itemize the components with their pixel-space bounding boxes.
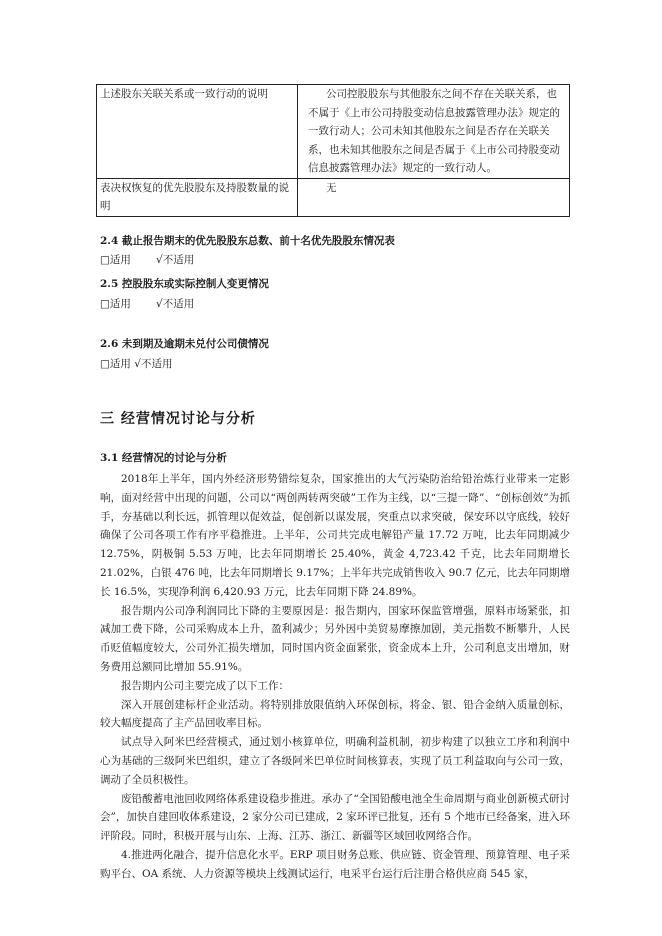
- option-applicable: □适用: [100, 254, 131, 266]
- section-2-6-options: □适用 √不适用: [100, 358, 173, 370]
- option-not-applicable: √不适用: [156, 254, 195, 266]
- body-paragraph: 2018年上半年，国内外经济形势错综复杂，国家推出的大气污染防治给铅治炼行业带来一定影响，面对经营中出现的问题，公司以“两创两转两突破”工作为主线，以“三提一降”、“创标创效”为抓手，夯基础以利长远，抓管理以促效益，促创新以谋发展，突重点以求突破，保安环以守底线，较好确保了公司各项工作有序平稳推进。上半年，公司共完成电解铅产量 17.72 万吨，比去年同期减少 12.75%，阴极铜 5.53 万吨，比去年同期增长 25.40%，黄金 4,723.42 千克，比去年同期增长 21.02%，白银 476 吨，比去年同期增长 9.17%；上半年共完成销售收入 90.7 亿元，比去年同期增长 16.5%，实现净利润 6,420.93 万元，比去年同期下降 24.89%。: [100, 473, 570, 598]
- body-paragraph: 4.推进两化融合，提升信息化水平。ERP 项目财务总账、供应链、资金管理、预算管理、电子采购平台、OA 系统、人力资源等模块上线测试运行，电采平台运行后注册合格供应商 545 家，: [100, 848, 570, 880]
- table-cell-value: 无: [298, 178, 570, 216]
- section-2-5-title: 2.5 控股股东或实际控制人变更情况: [100, 278, 269, 290]
- option-not-applicable: √不适用: [156, 298, 195, 310]
- table-row: [97, 85, 570, 179]
- table-cell-label: 上述股东关联关系或一致行动的说明: [97, 85, 298, 179]
- body-paragraph: 报告期内公司净利润同比下降的主要原因是：报告期内，国家环保监管增强，原料市场紧张，扣减加工费下降，公司采购成本上升，盈利减少；另外因中美贸易摩擦加剧，美元指数不断攀升，人民币贬值幅度较大，公司外汇损失增加，同时国内资金面紧张，资金成本上升，公司利息支出增加，财务费用总额同比增加 55.91%。: [100, 604, 570, 673]
- section-2-6-title: 2.6 未到期及逾期未兑付公司债情况: [100, 338, 269, 350]
- table-cell-label: 表决权恢复的优先股股东及持股数量的说明: [97, 178, 298, 216]
- chapter-title: 三 经营情况讨论与分析: [100, 411, 256, 427]
- section-3-1-body: [100, 470, 570, 884]
- table-row: [97, 178, 570, 216]
- section-3-1-title: 3.1 经营情况的讨论与分析: [100, 452, 227, 464]
- section-2-4-options: [100, 252, 194, 267]
- option-applicable: □适用: [100, 298, 131, 310]
- body-paragraph: 试点导入阿米巴经营模式，通过划小核算单位，明确利益机制，初步构建了以独立工序和利润中心为基础的三级阿米巴组织，建立了各级阿米巴单位时间核算表，实现了员工利益取向与公司一致，调动了全员积极性。: [100, 736, 570, 786]
- table-cell-value: 公司控股股东与其他股东之间不存在关联关系，也不属于《上市公司持股变动信息披露管理办法》规定的一致行动人；公司未知其他股东之间是否存在关联关系，也未知其他股东之间是否属于《上市公司持股变动信息披露管理办法》规定的一致行动人。: [298, 85, 570, 179]
- body-paragraph: 报告期内公司主要完成了以下工作：: [121, 679, 289, 692]
- body-paragraph: 废铅酸蓄电池回收网络体系建设稳步推进。承办了“全国铅酸电池全生命周期与商业创新模式研讨会”，加快自建回收体系建设，2 家分公司已建成，2 家环评已批复，还有 5 个地市已经备案，进入环评阶段。同时，积极开展与山东、上海、江苏、浙江、新疆等区域回收网络合作。: [100, 792, 570, 843]
- shareholder-relation-table: [96, 84, 570, 217]
- section-2-4-title: 2.4 截止报告期末的优先股股东总数、前十名优先股股东情况表: [100, 235, 395, 247]
- body-paragraph: 深入开展创建标杆企业活动。将特别排放限值纳入环保创标，将金、银、铅合金纳入质量创标，较大幅度提高了主产品回收率目标。: [100, 698, 570, 730]
- section-2-5-options: [100, 296, 194, 311]
